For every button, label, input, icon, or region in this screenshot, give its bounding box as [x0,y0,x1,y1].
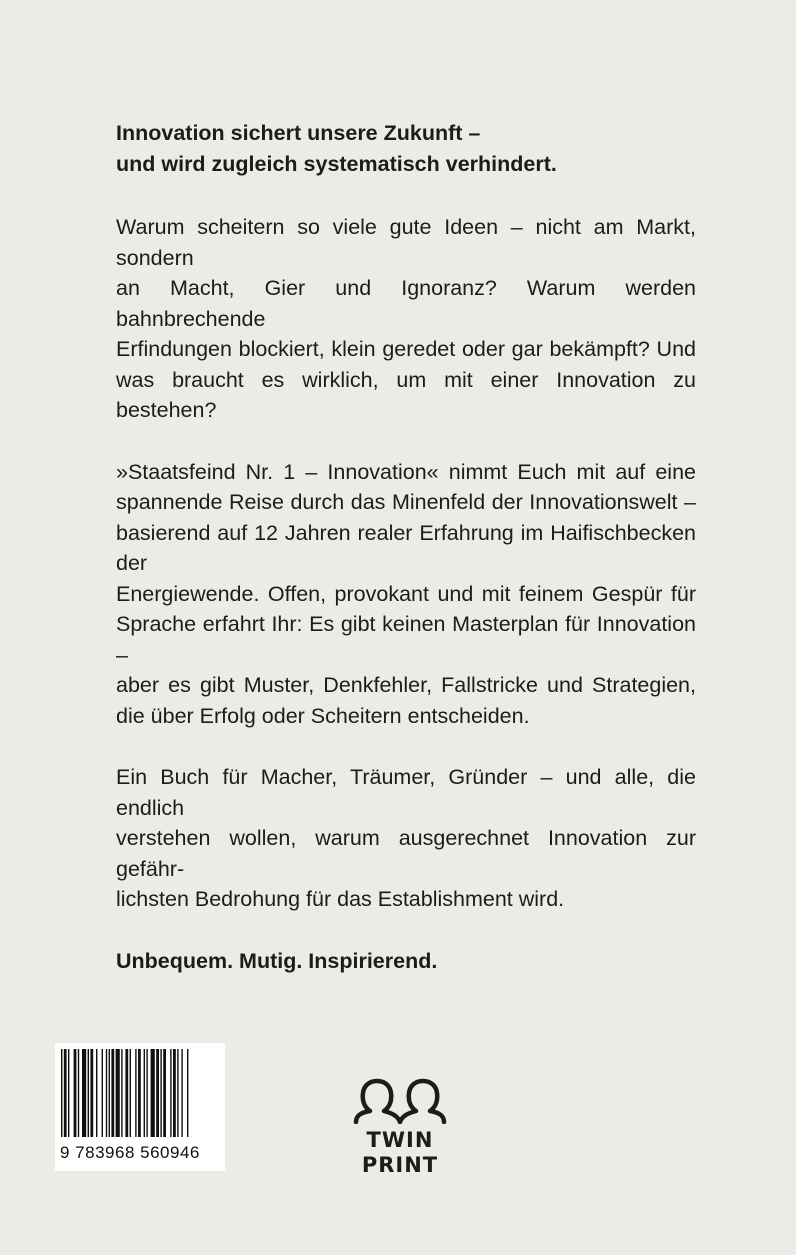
barcode-bar [90,1049,93,1137]
barcode-bar [144,1049,145,1137]
barcode-bar [173,1049,176,1137]
barcode-bar [116,1049,120,1137]
barcode-bar [156,1049,159,1137]
barcode-bar [82,1049,86,1137]
barcode-bar [187,1049,188,1137]
paragraph-2-line: aber es gibt Muster, Denkfehler, Fallstricke und Strategien, [116,673,696,697]
barcode-bars-icon [55,1043,225,1143]
barcode-bar [151,1049,155,1137]
back-cover-text [116,118,696,976]
paragraph-2-line: Sprache erfahrt Ihr: Es gibt keinen Masterplan für Innovation – [116,612,696,667]
paragraph-2 [116,457,696,732]
barcode-bar [64,1049,67,1137]
barcode-bar [68,1049,69,1137]
paragraph-1-line: was braucht es wirklich, um mit einer Innovation zu bestehen? [116,367,696,422]
barcode-bar [125,1049,128,1137]
headline-line-1: Innovation sichert unsere Zukunft – [116,121,481,145]
barcode-bar [74,1049,77,1137]
headline [116,118,696,179]
barcode-bar [135,1049,136,1137]
paragraph-3-line: verstehen wollen, warum ausgerechnet Innovation zur gefähr- [116,826,696,881]
barcode-bar [138,1049,141,1137]
paragraph-2-line: spannende Reise durch das Minenfeld der Innovationswelt – [116,490,696,514]
barcode-bar [102,1049,103,1137]
isbn-barcode [55,1043,225,1171]
paragraph-2-line: »Staatsfeind Nr. 1 – Innovation« nimmt Euch mit auf eine [116,459,696,484]
twin-heads-icon [350,1078,450,1124]
tagline: Unbequem. Mutig. Inspirierend. [116,948,438,973]
barcode-bar [181,1049,182,1137]
publisher-logo [350,1078,450,1178]
paragraph-1-line: an Macht, Gier und Ignoranz? Warum werden bahnbrechende [116,276,696,331]
barcode-bar [170,1049,171,1137]
barcode-bar [96,1049,97,1137]
paragraph-3-line: lichsten Bedrohung für das Establishment wird. [116,887,565,911]
paragraph-1 [116,212,696,426]
barcode-bar [61,1049,62,1137]
paragraph-3 [116,762,696,915]
barcode-bar [88,1049,89,1137]
isbn-number: 9 783968 560946 [60,1143,200,1162]
paragraph-2-line: basierend auf 12 Jahren realer Erfahrung im Haifischbecken der [116,520,696,575]
logo-text-print: PRINT [361,1153,439,1177]
barcode-bar [160,1049,161,1137]
barcode-bar [121,1049,122,1137]
logo-text-twin: TWIN [366,1128,434,1152]
barcode-bar [163,1049,166,1137]
paragraph-2-line: Energiewende. Offen, provokant und mit feinem Gespür für [116,581,696,606]
barcode-bar [78,1049,79,1137]
barcode-bar [146,1049,147,1137]
barcode-bar [109,1049,110,1137]
paragraph-3-line: Ein Buch für Macher, Träumer, Gründer – und alle, die endlich [116,765,696,820]
headline-line-2: und wird zugleich systematisch verhindert. [116,151,557,176]
barcode-bar [130,1049,131,1137]
paragraph-2-line: die über Erfolg oder Scheitern entscheiden. [116,703,530,728]
paragraph-1-line: Warum scheitern so viele gute Ideen – nicht am Markt, sondern [116,215,696,270]
barcode-bar [177,1049,178,1137]
paragraph-1-line: Erfindungen blockiert, klein geredet oder gar bekämpft? Und [116,337,696,361]
barcode-bar [106,1049,107,1137]
barcode-bar [111,1049,114,1137]
